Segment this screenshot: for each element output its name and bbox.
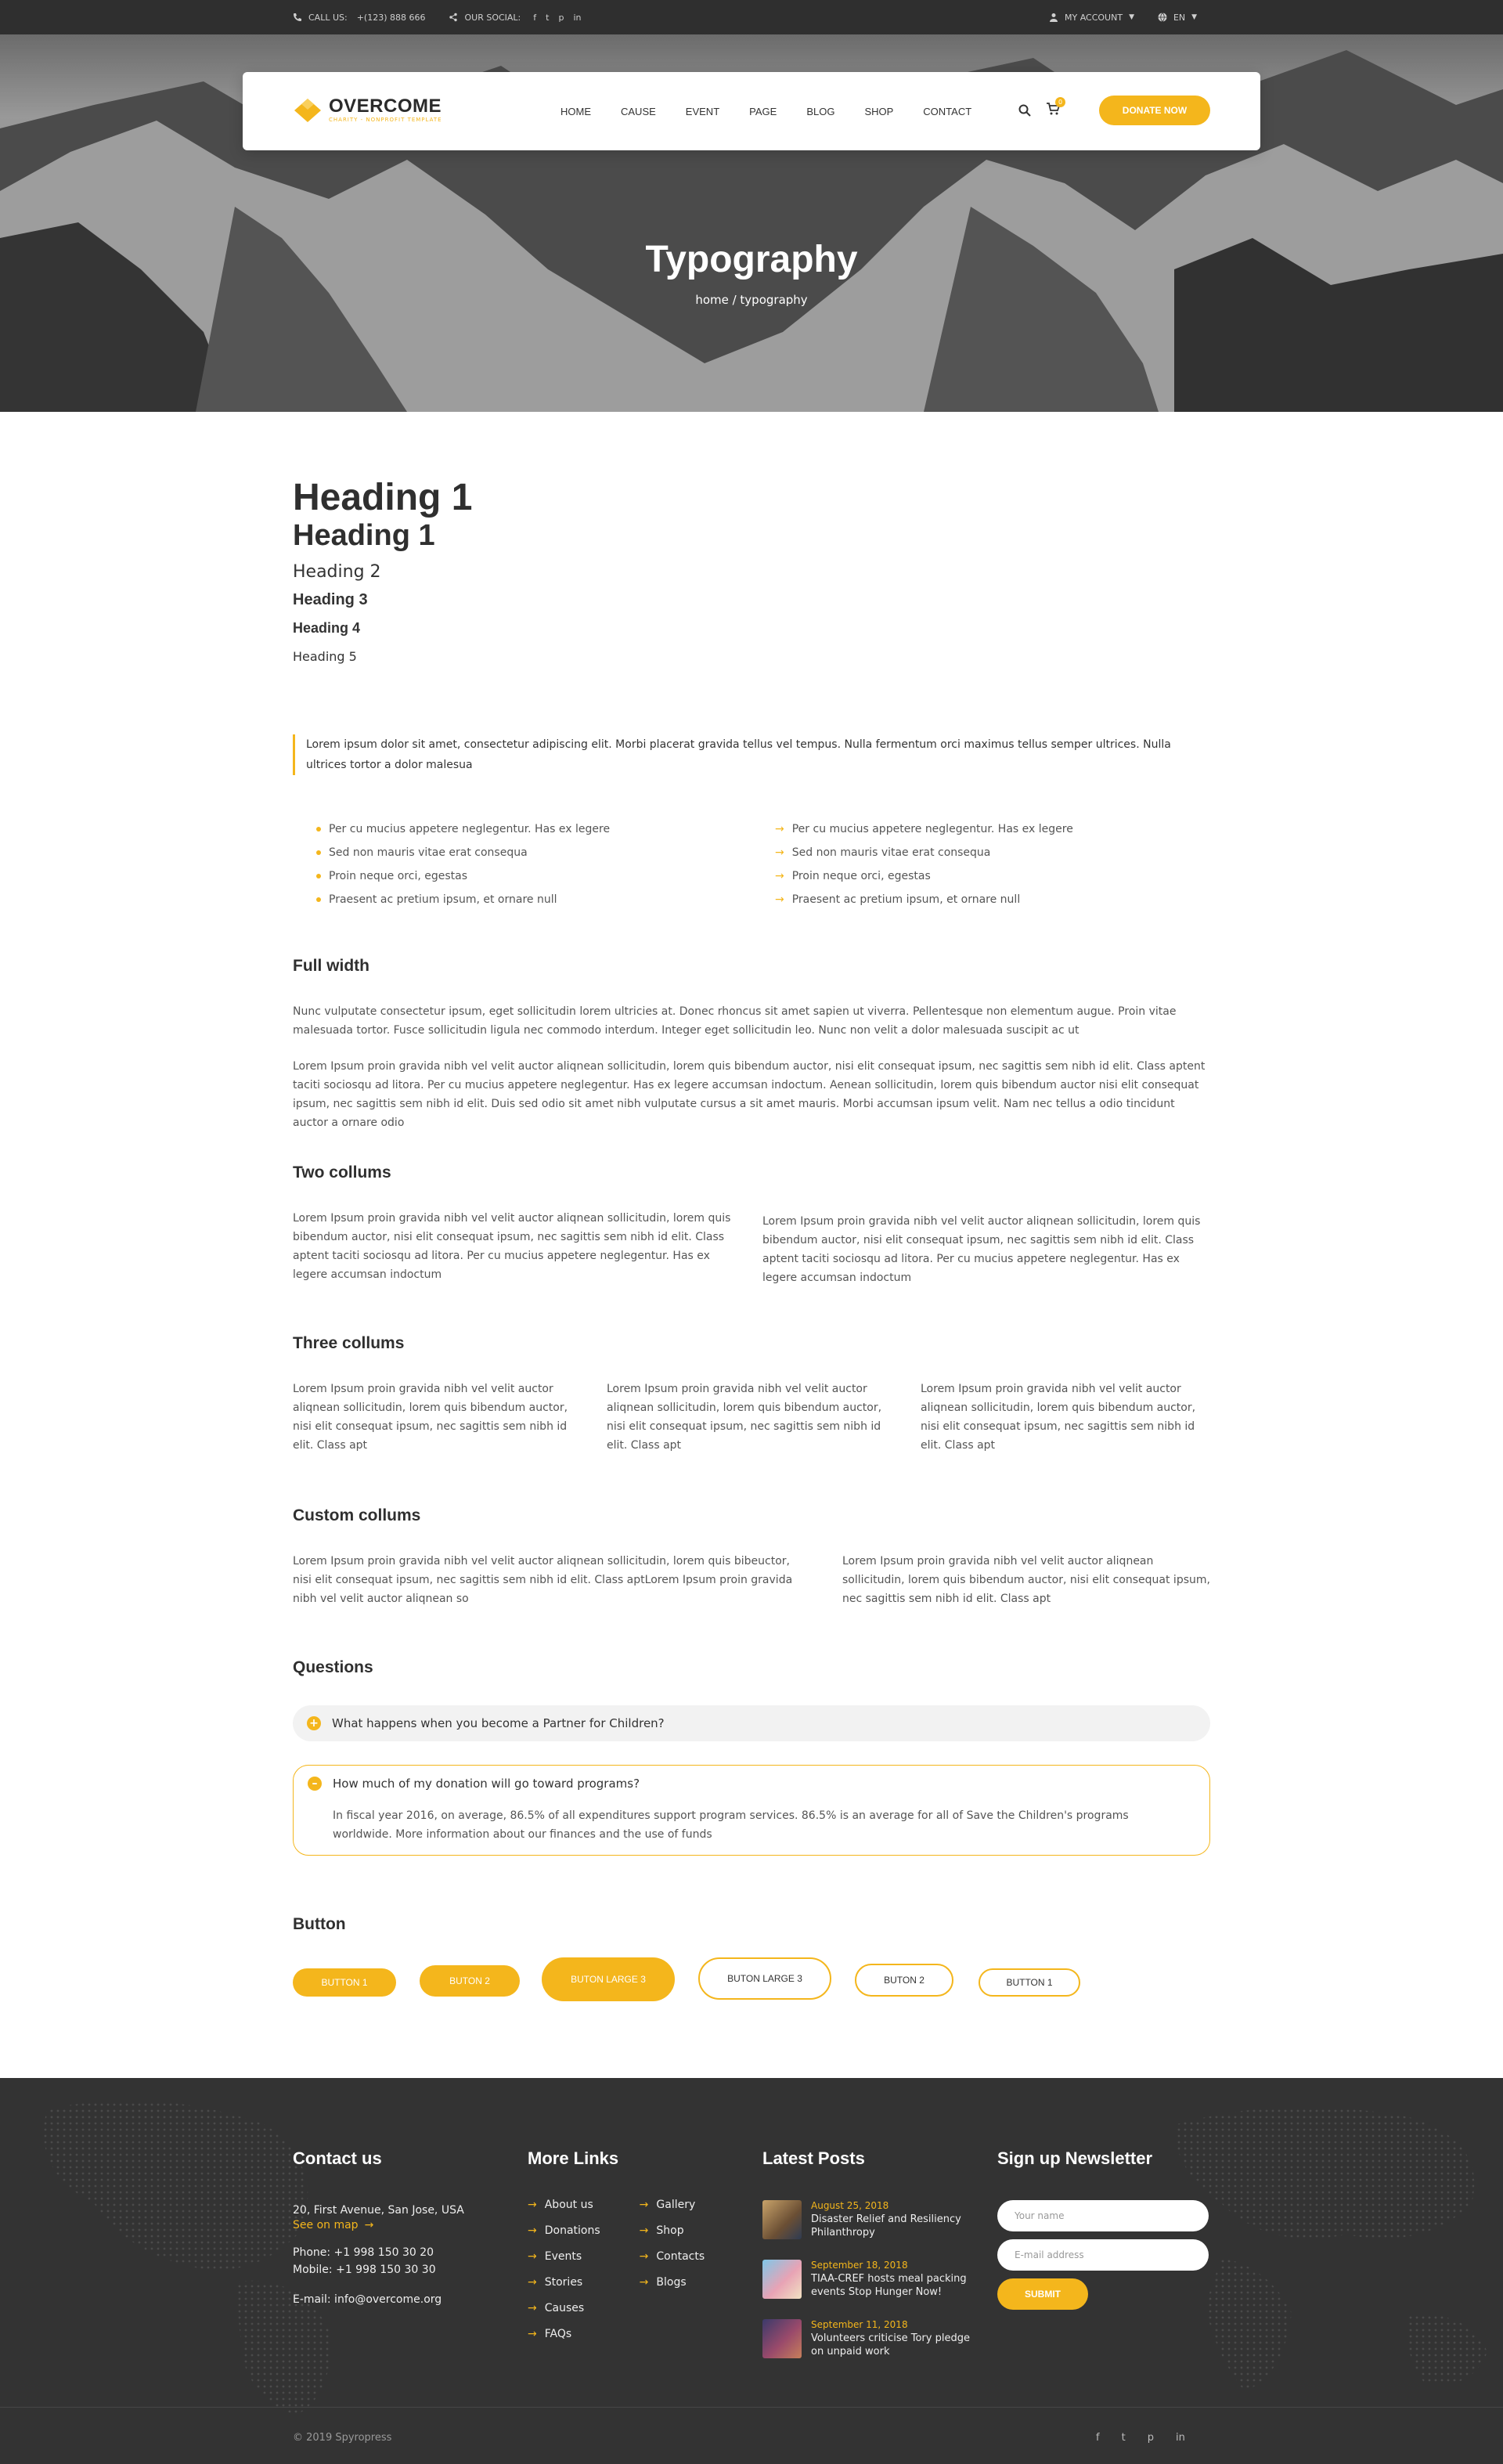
newsletter-title: Sign up Newsletter — [997, 2148, 1153, 2168]
headings-block — [293, 476, 1210, 664]
nav-home[interactable]: HOME — [560, 105, 591, 117]
footer-link[interactable] — [640, 2218, 705, 2244]
post-title: Disaster Relief and Resiliency Philanthropy — [811, 2213, 961, 2239]
faq-question: What happens when you become a Partner for Children? — [332, 1716, 665, 1730]
phone-icon — [293, 13, 302, 22]
faq-question: How much of my donation will go toward programs? — [333, 1777, 640, 1791]
arrow-right-icon: → — [528, 2276, 537, 2289]
button-2-outline[interactable]: BUTON 2 — [855, 1964, 953, 1997]
full-width-section — [293, 957, 1210, 1132]
top-social-links — [533, 13, 581, 23]
footer-address: 20, First Avenue, San Jose, USA — [293, 2204, 464, 2217]
logo-text — [329, 98, 442, 123]
list-item-text: Proin neque orci, egestas — [791, 870, 931, 882]
post-title: Volunteers criticise Tory pledge on unpaid work — [811, 2332, 970, 2358]
column-text: Lorem Ipsum proin gravida nibh vel velit auctor aliqnean sollicitudin, lorem quis bibendum auctor, nisi elit consequat ipsum, nec sagittis sem nibh id elit. Class apt — [607, 1383, 882, 1452]
post-info — [811, 2319, 974, 2358]
footer-link-label: Gallery — [656, 2199, 696, 2211]
footer-social-links — [1096, 2432, 1185, 2444]
posts-list — [762, 2200, 974, 2358]
heading-1-large: Heading 1 — [293, 477, 473, 518]
account-menu[interactable] — [1049, 13, 1134, 23]
full-width-paragraph-2: Lorem Ipsum proin gravida nibh vel velit auctor aliqnean sollicitudin, lorem quis bibendum auctor, nisi elit consequat ipsum, nec sagittis sem nibh id elit. Class aptent taciti sociosqu ad litora. Per cu mucius appetere neglegentur. Has ex legere accumsan indoctum. Aenean sollicitudin, lorem quis bibendum auctor nisi elit consequat ipsum, nec sagittis sem nibh id elit. Duis sed odio sit amet nibh vulputate cursus a sit amet mauris. Morbi accumsan ipsum velit. Nam nec tellus a odio tincidunt auctor a ornare odio — [293, 1060, 1206, 1129]
copyright: © 2019 Spyropress — [293, 2432, 392, 2444]
post-date: September 11, 2018 — [811, 2319, 908, 2330]
full-width-title: Full width — [293, 957, 369, 975]
facebook-icon[interactable]: f — [533, 12, 537, 23]
list-item — [293, 888, 752, 911]
newsletter-email-input[interactable]: E-mail address — [997, 2239, 1209, 2271]
main-nav — [560, 72, 1001, 150]
pinterest-icon[interactable]: p — [558, 12, 564, 23]
dot-list — [293, 817, 752, 911]
nav-page[interactable]: PAGE — [749, 105, 777, 117]
faq-item-expanded[interactable] — [293, 1765, 1210, 1856]
newsletter-form — [997, 2200, 1216, 2310]
footer-link[interactable] — [640, 2244, 705, 2270]
cart-count-badge: 0 — [1055, 97, 1065, 107]
post-date: August 25, 2018 — [811, 2200, 889, 2211]
heading-2: Heading 2 — [293, 562, 381, 582]
arrow-right-icon: → — [639, 2224, 649, 2237]
page-hero — [0, 34, 1503, 412]
footer-link-label: Donations — [544, 2224, 600, 2237]
footer-links-title: More Links — [528, 2148, 619, 2168]
button-1-outline[interactable]: BUTTON 1 — [979, 1968, 1080, 1997]
top-bar-right — [1049, 0, 1197, 34]
footer-email[interactable]: E-mail: info@overcome.org — [293, 2293, 442, 2306]
account-label: MY ACCOUNT — [1065, 12, 1123, 23]
full-width-paragraph-1: Nunc vulputate consectetur ipsum, eget sollicitudin lorem ultricies at. Donec rhoncus sit amet sapien ut viverra. Pellentesque non elementum augue. Proin vitae malesuada tortor. Fusce sollicitudin ligula nec commodo interdum. Integer eget sollicitudin leo. Nunc non velit a dolor malesuada suscipit ac ut — [293, 1005, 1177, 1037]
footer-links-right — [640, 2192, 705, 2347]
chevron-down-icon: ▼ — [1129, 13, 1134, 21]
column-text: Lorem Ipsum proin gravida nibh vel velit auctor aliqnean sollicitudin, lorem quis bibeuctor, nisi elit consequat ipsum, nec sagittis sem nibh id elit. Class aptLorem Ipsum proin gravida nibh vel velit auctor aliqnean so — [293, 1555, 793, 1605]
footer-link-label: Contacts — [656, 2250, 705, 2263]
language-menu[interactable] — [1158, 13, 1197, 23]
column-text: Lorem Ipsum proin gravida nibh vel velit auctor aliqnean sollicitudin, lorem quis bibendum auctor, nisi elit consequat ipsum, nec sagittis sem nibh id elit. Class apt — [842, 1555, 1210, 1605]
custom-columns-section — [293, 1506, 1210, 1608]
footer-phone: Phone: +1 998 150 30 20 — [293, 2246, 434, 2259]
button-2[interactable]: BUTON 2 — [420, 1965, 520, 1997]
breadcrumb[interactable]: home / typography — [695, 293, 808, 307]
page-title: Typography — [645, 239, 858, 280]
heading-1: Heading 1 — [293, 519, 435, 552]
footer-links-left — [528, 2192, 600, 2347]
post-title: TIAA-CREF hosts meal packing events Stop Hunger Now! — [811, 2273, 967, 2298]
footer-link-label: Stories — [544, 2276, 583, 2289]
cart[interactable] — [1046, 99, 1063, 119]
list-item-text: Praesent ac pretium ipsum, et ornare null — [791, 893, 1021, 906]
logo-name: OVERCOME — [329, 96, 442, 117]
footer-link-label: Causes — [544, 2302, 585, 2314]
chevron-down-icon: ▼ — [1191, 13, 1198, 21]
arrow-right-icon: → — [639, 2199, 649, 2211]
footer-newsletter — [997, 2148, 1216, 2310]
column-text: Lorem Ipsum proin gravida nibh vel velit auctor aliqnean sollicitudin, lorem quis bibendum auctor, nisi elit consequat ipsum, nec sagittis sem nibh id elit. Class apt — [293, 1383, 568, 1452]
post-date: September 18, 2018 — [811, 2260, 908, 2271]
footer-link[interactable] — [528, 2192, 600, 2218]
twitter-icon[interactable]: t — [546, 12, 550, 23]
arrow-right-icon: → — [775, 846, 784, 859]
footer-links-columns — [528, 2192, 731, 2347]
arrow-right-icon: → — [639, 2276, 649, 2289]
list-item-text: Proin neque orci, egestas — [329, 870, 468, 882]
list-item — [752, 841, 1210, 864]
post-thumbnail — [762, 2260, 802, 2299]
footer-link[interactable] — [528, 2270, 600, 2296]
two-columns-row — [293, 1209, 1210, 1287]
post-info — [811, 2260, 974, 2299]
newsletter-name-input[interactable]: Your name — [997, 2200, 1209, 2231]
questions-section — [293, 1658, 1210, 1856]
see-on-map-link[interactable] — [293, 2219, 496, 2231]
nav-contact[interactable]: CONTACT — [923, 105, 972, 117]
phone-number[interactable]: +(123) 888 666 — [356, 12, 426, 23]
blockquote: Lorem ipsum dolor sit amet, consectetur adipiscing elit. Morbi placerat gravida tellus vel tempus. Nulla fermentum orci maximus tellus semper ultrices. Nulla ultrices tortor a dolor malesua — [293, 734, 1210, 775]
bullet-lists — [293, 817, 1210, 911]
list-item — [752, 864, 1210, 888]
footer-link[interactable] — [528, 2218, 600, 2244]
arrow-right-icon: → — [528, 2224, 537, 2237]
footer-divider — [0, 2407, 1503, 2408]
buttons-section — [293, 1915, 1210, 2004]
post-item[interactable] — [762, 2319, 974, 2358]
world-map-dots — [0, 2078, 1503, 2423]
logo-diamond-icon — [293, 97, 323, 124]
heading-4: Heading 4 — [293, 620, 361, 636]
list-item-text: Sed non mauris vitae erat consequa — [329, 846, 528, 859]
post-thumbnail — [762, 2200, 802, 2239]
donate-now-button[interactable]: DONATE NOW — [1099, 96, 1210, 125]
logo[interactable] — [293, 97, 442, 124]
call-us — [293, 13, 425, 23]
footer-more-links — [528, 2148, 731, 2347]
faq-question-row[interactable] — [308, 1777, 1195, 1791]
footer-link-label: FAQs — [544, 2328, 572, 2340]
share-icon — [449, 13, 458, 22]
footer — [0, 2078, 1503, 2464]
arrow-right-icon: → — [639, 2250, 649, 2263]
arrow-right-icon: → — [364, 2219, 374, 2231]
list-item — [752, 817, 1210, 841]
footer-link[interactable] — [640, 2192, 705, 2218]
main-header — [243, 72, 1260, 150]
nav-event[interactable]: EVENT — [685, 105, 720, 117]
footer-link[interactable] — [528, 2244, 600, 2270]
custom-columns-title: Custom collums — [293, 1506, 421, 1524]
arrow-right-icon: → — [528, 2302, 537, 2314]
minus-icon: – — [308, 1777, 322, 1791]
post-info — [811, 2200, 974, 2239]
custom-columns-row — [293, 1552, 1210, 1608]
logo-tagline: CHARITY - NONPROFIT TEMPLATE — [329, 117, 442, 123]
faq-item-collapsed[interactable] — [293, 1705, 1210, 1741]
linkedin-icon[interactable]: in — [1175, 2432, 1185, 2444]
footer-contact-title: Contact us — [293, 2148, 382, 2168]
arrow-right-icon: → — [528, 2328, 537, 2340]
bullet-dot-icon — [316, 850, 321, 855]
heading-5: Heading 5 — [293, 649, 357, 664]
arrow-right-icon: → — [528, 2250, 537, 2263]
arrow-right-icon: → — [775, 893, 784, 906]
buttons-title: Button — [293, 1915, 346, 1933]
bullet-dot-icon — [316, 897, 321, 902]
pinterest-icon[interactable]: p — [1147, 2432, 1154, 2444]
three-columns-row — [293, 1380, 1210, 1455]
two-columns-section — [293, 1163, 1210, 1287]
call-label: CALL US: — [308, 12, 348, 23]
nav-cause[interactable]: CAUSE — [621, 105, 656, 117]
bullet-dot-icon — [316, 874, 321, 878]
arrow-list — [752, 817, 1210, 911]
arrow-right-icon: → — [775, 870, 784, 882]
footer-link[interactable] — [640, 2270, 705, 2296]
list-item — [293, 841, 752, 864]
footer-link[interactable] — [528, 2296, 600, 2321]
list-item-text: Per cu mucius appetere neglegentur. Has ex legere — [791, 823, 1073, 835]
two-columns-title: Two collums — [293, 1163, 391, 1181]
post-item[interactable] — [762, 2260, 974, 2299]
faq-answer: In fiscal year 2016, on average, 86.5% of all expenditures support program services. 86.5% is an average for all of Save the Children's programs worldwide. More information about our finances and the use of funds — [333, 1809, 1129, 1841]
list-item — [293, 817, 752, 841]
list-item — [752, 888, 1210, 911]
footer-posts-title: Latest Posts — [762, 2148, 865, 2168]
main-content — [0, 412, 1503, 2078]
buttons-row — [293, 1957, 1210, 2004]
top-bar-left — [293, 0, 581, 34]
list-item-text: Praesent ac pretium ipsum, et ornare null — [329, 893, 557, 906]
three-columns-section — [293, 1334, 1210, 1455]
column-text: Lorem Ipsum proin gravida nibh vel velit auctor aliqnean sollicitudin, lorem quis bibendum auctor, nisi elit consequat ipsum, nec sagittis sem nibh id elit. Class aptent taciti sociosqu ad litora. Per cu mucius appetere neglegentur. Has ex legere accumsan indoctum — [293, 1212, 731, 1281]
column-text: Lorem Ipsum proin gravida nibh vel velit auctor aliqnean sollicitudin, lorem quis bibendum auctor, nisi elit consequat ipsum, nec sagittis sem nibh id elit. Class apt — [921, 1383, 1196, 1452]
twitter-icon[interactable]: t — [1121, 2432, 1126, 2444]
footer-link-label: Blogs — [656, 2276, 687, 2289]
header-icons — [1018, 99, 1063, 119]
nav-shop[interactable]: SHOP — [864, 105, 894, 117]
button-large-3-outline[interactable]: BUTON LARGE 3 — [698, 1957, 831, 2000]
language-label: EN — [1173, 12, 1186, 23]
three-columns-title: Three collums — [293, 1334, 405, 1352]
search-icon[interactable] — [1018, 103, 1032, 117]
linkedin-icon[interactable]: in — [573, 12, 582, 23]
footer-link-label: Shop — [656, 2224, 684, 2237]
questions-title: Questions — [293, 1658, 373, 1676]
heading-3: Heading 3 — [293, 591, 368, 608]
top-bar — [0, 0, 1503, 34]
plus-icon: + — [307, 1716, 321, 1730]
user-icon — [1049, 13, 1058, 22]
see-on-map-label: See on map — [293, 2219, 359, 2231]
button-1[interactable]: BUTTON 1 — [293, 1968, 396, 1997]
column-text: Lorem Ipsum proin gravida nibh vel velit auctor aliqnean sollicitudin, lorem quis bibendum auctor, nisi elit consequat ipsum, nec sagittis sem nibh id elit. Class aptent taciti sociosqu ad litora. Per cu mucius appetere neglegentur. Has ex legere accumsan indoctum — [762, 1215, 1201, 1284]
footer-contact — [293, 2148, 496, 2308]
arrow-right-icon: → — [528, 2199, 537, 2211]
post-thumbnail — [762, 2319, 802, 2358]
arrow-right-icon: → — [775, 823, 784, 835]
globe-icon — [1158, 13, 1167, 22]
social-block — [449, 13, 581, 23]
list-item-text: Per cu mucius appetere neglegentur. Has ex legere — [329, 823, 611, 835]
list-item — [293, 864, 752, 888]
list-item-text: Sed non mauris vitae erat consequa — [791, 846, 991, 859]
bullet-dot-icon — [316, 827, 321, 832]
footer-link-label: Events — [544, 2250, 582, 2263]
footer-link[interactable] — [528, 2321, 600, 2347]
footer-link-label: About us — [544, 2199, 593, 2211]
post-item[interactable] — [762, 2200, 974, 2239]
facebook-icon[interactable]: f — [1096, 2432, 1100, 2444]
newsletter-submit-button[interactable]: SUBMIT — [997, 2278, 1088, 2310]
button-large-3[interactable]: BUTON LARGE 3 — [542, 1957, 675, 2001]
nav-blog[interactable]: BLOG — [806, 105, 835, 117]
footer-latest-posts — [762, 2148, 974, 2379]
social-label: OUR SOCIAL: — [464, 12, 521, 23]
footer-mobile: Mobile: +1 998 150 30 30 — [293, 2264, 436, 2276]
